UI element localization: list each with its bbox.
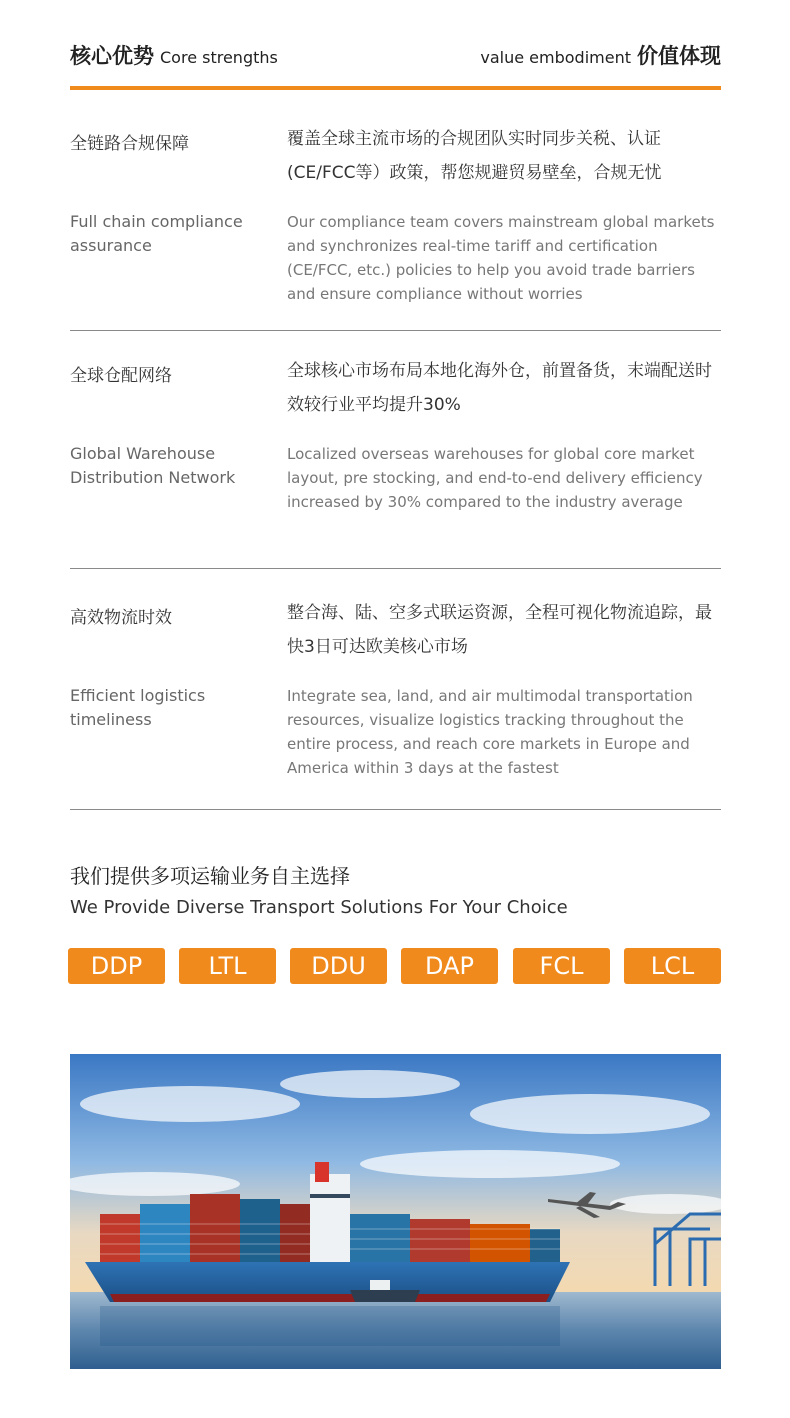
cargo-ship-illustration xyxy=(70,1054,721,1369)
strength-compliance xyxy=(70,129,721,331)
header-subtitle-en: value embodiment xyxy=(480,48,631,67)
option-badge-ltl[interactable]: LTL xyxy=(179,948,276,984)
option-badge-lcl[interactable]: LCL xyxy=(624,948,721,984)
strength-title-cn: 高效物流时效 xyxy=(70,608,172,628)
strength-title-en: Global Warehouse Distribution Network xyxy=(70,444,236,487)
strength-logistics xyxy=(70,603,721,810)
header-right xyxy=(480,40,721,70)
strength-desc-en: Localized overseas warehouses for global core market layout, pre stocking, and end-to-end delivery efficiency increased by 30% compared to the industry average xyxy=(287,445,703,511)
tugboat xyxy=(350,1290,420,1302)
header-subtitle-cn: 价值体现 xyxy=(637,44,721,68)
transport-options xyxy=(68,948,723,984)
section-divider xyxy=(70,809,721,810)
header-divider xyxy=(70,86,721,90)
strength-warehouse xyxy=(70,361,721,569)
strength-desc-en: Integrate sea, land, and air multimodal transportation resources, visualize logistics tracking throughout the entire process, and reach core markets in Europe and America within 3 days at the fastest xyxy=(287,687,693,777)
reflection xyxy=(100,1306,560,1346)
cargo-ship-photo xyxy=(70,1054,721,1369)
header-title-cn: 核心优势 xyxy=(70,44,154,68)
strength-desc-cn: 覆盖全球主流市场的合规团队实时同步关税、认证(CE/FCC等）政策，帮您规避贸易壁垒，合规无忧 xyxy=(287,129,662,183)
header-title-en: Core strengths xyxy=(160,48,278,67)
strength-desc-cn: 整合海、陆、空多式联运资源，全程可视化物流追踪，最快3日可达欧美核心市场 xyxy=(287,603,712,657)
services-title-en: We Provide Diverse Transport Solutions For Your Choice xyxy=(70,897,568,918)
section-divider xyxy=(70,568,721,569)
option-badge-ddp[interactable]: DDP xyxy=(68,948,165,984)
option-badge-fcl[interactable]: FCL xyxy=(513,948,610,984)
strength-title-en: Efficient logistics timeliness xyxy=(70,686,206,729)
section-header xyxy=(70,40,721,78)
strength-title-en: Full chain compliance assurance xyxy=(70,212,243,255)
strength-desc-en: Our compliance team covers mainstream global markets and synchronizes real-time tariff and certification (CE/FCC, etc.) policies to help you avoid trade barriers and ensure compliance without worries xyxy=(287,213,715,303)
ship-bridge xyxy=(310,1174,350,1264)
option-badge-ddu[interactable]: DDU xyxy=(290,948,387,984)
strength-desc-cn: 全球核心市场布局本地化海外仓，前置备货，末端配送时效较行业平均提升30% xyxy=(287,361,712,415)
option-badge-dap[interactable]: DAP xyxy=(401,948,498,984)
strength-title-cn: 全球仓配网络 xyxy=(70,366,172,386)
section-divider xyxy=(70,330,721,331)
strength-title-cn: 全链路合规保障 xyxy=(70,134,189,154)
header-left xyxy=(70,40,278,70)
services-title-cn: 我们提供多项运输业务自主选择 xyxy=(70,864,350,888)
